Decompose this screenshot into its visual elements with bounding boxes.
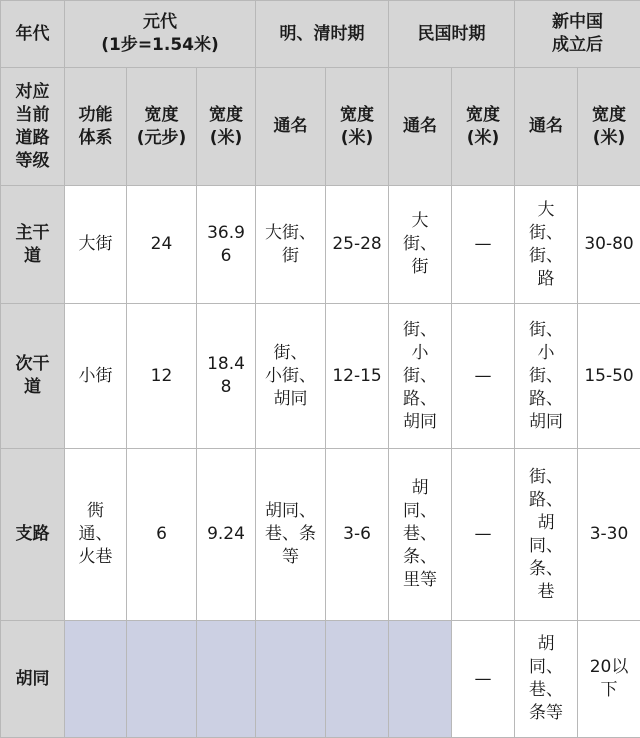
yuan-width-bu-header: 宽度 (元步) xyxy=(127,68,197,186)
prc-name-header: 通名 xyxy=(515,68,578,186)
yuan-system: 小街 xyxy=(65,304,127,449)
minguo-name-header: 通名 xyxy=(389,68,452,186)
prc-width-header: 宽度 (米) xyxy=(578,68,640,186)
yuan-width-m: 36.9 6 xyxy=(197,186,256,304)
mingqing-width: 3-6 xyxy=(326,449,389,621)
header-row-columns xyxy=(1,68,640,186)
minguo-name: 胡 同、 巷、 条、 里等 xyxy=(389,449,452,621)
minguo-width: — xyxy=(452,449,515,621)
mingqing-width-header: 宽度 (米) xyxy=(326,68,389,186)
prc-width: 15-50 xyxy=(578,304,640,449)
yuan-width-m: 9.24 xyxy=(197,449,256,621)
mingqing-name: 胡同、 巷、条 等 xyxy=(256,449,326,621)
table-row-secondary xyxy=(1,304,640,449)
empty-cell xyxy=(256,621,326,738)
era-prc: 新中国 成立后 xyxy=(515,1,640,68)
table-row-hutong xyxy=(1,621,640,738)
table-row-arterial xyxy=(1,186,640,304)
road-level-label: 对应 当前 道路 等级 xyxy=(1,68,65,186)
prc-width: 30-80 xyxy=(578,186,640,304)
minguo-width: — xyxy=(452,621,515,738)
road-level: 主干 道 xyxy=(1,186,65,304)
header-row-era xyxy=(1,1,640,68)
yuan-system: 大街 xyxy=(65,186,127,304)
empty-cell xyxy=(65,621,127,738)
era-mingqing: 明、清时期 xyxy=(256,1,389,68)
mingqing-name: 街、 小街、 胡同 xyxy=(256,304,326,449)
yuan-width-bu: 6 xyxy=(127,449,197,621)
mingqing-name-header: 通名 xyxy=(256,68,326,186)
yuan-width-m-header: 宽度 (米) xyxy=(197,68,256,186)
prc-name: 胡 同、 巷、 条等 xyxy=(515,621,578,738)
era-minguo: 民国时期 xyxy=(389,1,515,68)
road-level: 支路 xyxy=(1,449,65,621)
era-label: 年代 xyxy=(1,1,65,68)
table-row-branch xyxy=(1,449,640,621)
minguo-width: — xyxy=(452,186,515,304)
mingqing-width: 25-28 xyxy=(326,186,389,304)
empty-cell xyxy=(127,621,197,738)
minguo-name: 街、 小 街、 路、 胡同 xyxy=(389,304,452,449)
yuan-width-bu: 24 xyxy=(127,186,197,304)
minguo-name: 大 街、 街 xyxy=(389,186,452,304)
empty-cell xyxy=(326,621,389,738)
yuan-width-bu: 12 xyxy=(127,304,197,449)
empty-cell xyxy=(389,621,452,738)
road-level: 胡同 xyxy=(1,621,65,738)
mingqing-name: 大街、 街 xyxy=(256,186,326,304)
prc-width: 20以 下 xyxy=(578,621,640,738)
minguo-width-header: 宽度 (米) xyxy=(452,68,515,186)
prc-name: 街、 路、 胡 同、 条、 巷 xyxy=(515,449,578,621)
prc-name: 大 街、 街、 路 xyxy=(515,186,578,304)
era-yuan: 元代 (1步=1.54米) xyxy=(65,1,256,68)
road-level: 次干 道 xyxy=(1,304,65,449)
minguo-width: — xyxy=(452,304,515,449)
yuan-system: 衖 通、 火巷 xyxy=(65,449,127,621)
mingqing-width: 12-15 xyxy=(326,304,389,449)
empty-cell xyxy=(197,621,256,738)
yuan-width-m: 18.4 8 xyxy=(197,304,256,449)
prc-width: 3-30 xyxy=(578,449,640,621)
yuan-system-header: 功能 体系 xyxy=(65,68,127,186)
prc-name: 街、 小 街、 路、 胡同 xyxy=(515,304,578,449)
